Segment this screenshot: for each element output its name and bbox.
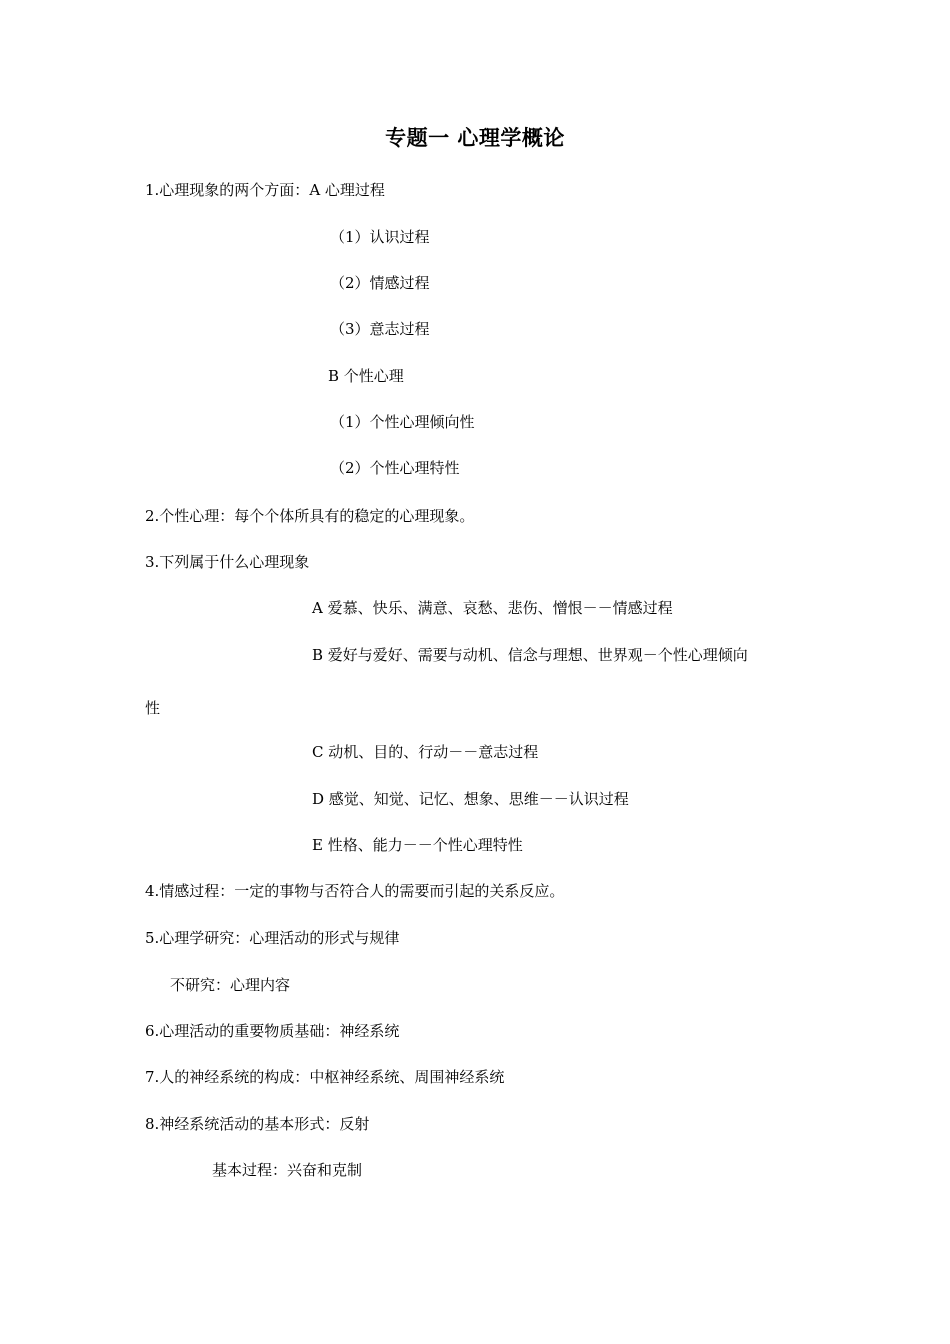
text-line-16: 4.情感过程：一定的事物与否符合人的需要而引起的关系反应。: [145, 882, 565, 900]
text-line-14: D 感觉、知觉、记忆、想象、思维－－认识过程: [312, 790, 629, 808]
text-line-5: B 个性心理: [328, 367, 404, 385]
text-line-21: 8.神经系统活动的基本形式：反射: [145, 1115, 370, 1133]
text-line-12: 性: [145, 699, 161, 717]
text-line-20: 7.人的神经系统的构成：中枢神经系统、周围神经系统: [145, 1068, 505, 1086]
text-line-9: 3.下列属于什么心理现象: [145, 553, 310, 571]
text-line-11: B 爱好与爱好、需要与动机、信念与理想、世界观－个性心理倾向: [312, 646, 748, 664]
text-line-17: 5.心理学研究：心理活动的形式与规律: [145, 929, 400, 947]
text-line-13: C 动机、目的、行动－－意志过程: [312, 743, 539, 761]
text-line-10: A 爱慕、快乐、满意、哀愁、悲伤、憎恨－－情感过程: [312, 599, 673, 617]
text-line-18: 不研究：心理内容: [170, 976, 291, 994]
text-line-22: 基本过程：兴奋和克制: [212, 1161, 363, 1179]
text-line-1: 1.心理现象的两个方面：A 心理过程: [145, 181, 385, 199]
text-line-2: （1）认识过程: [330, 228, 430, 246]
text-line-3: （2）情感过程: [330, 274, 430, 292]
text-line-6: （1）个性心理倾向性: [330, 413, 475, 431]
document-title: 专题一 心理学概论: [385, 125, 565, 150]
text-line-4: （3）意志过程: [330, 320, 430, 338]
text-line-8: 2.个性心理：每个个体所具有的稳定的心理现象。: [145, 507, 475, 525]
text-line-7: （2）个性心理特性: [330, 459, 460, 477]
text-line-19: 6.心理活动的重要物质基础：神经系统: [145, 1022, 400, 1040]
text-line-15: E 性格、能力－－个性心理特性: [312, 836, 523, 854]
